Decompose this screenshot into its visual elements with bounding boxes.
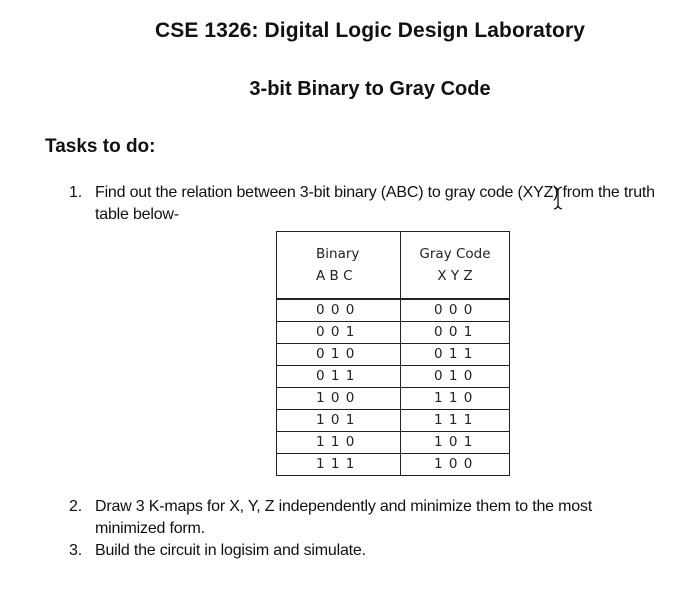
table-row: [277, 454, 510, 476]
gray-header-bits: X Y Z: [437, 268, 473, 284]
lab-title: 3-bit Binary to Gray Code: [249, 78, 491, 100]
gray-cell: 0 0 1: [401, 322, 510, 344]
text-cursor-icon: [553, 186, 563, 210]
binary-cell: 0 1 0: [277, 344, 401, 366]
table-row: [277, 432, 510, 454]
task-number: 3.: [69, 542, 82, 559]
gray-cell: 1 0 1: [401, 432, 510, 454]
course-title: CSE 1326: Digital Logic Design Laboratory: [154, 19, 586, 42]
gray-cell: 0 1 0: [401, 366, 510, 388]
truth-table: [276, 231, 510, 476]
task-number: 2.: [69, 498, 82, 515]
task-item-3: [69, 540, 679, 562]
task-text: Draw 3 K-maps for X, Y, Z independently and minimize them to the most minimized form.: [95, 498, 592, 537]
table-row: [277, 299, 510, 322]
task-text: Build the circuit in logisim and simulate.: [95, 542, 366, 559]
table-row: [277, 344, 510, 366]
table-row: [277, 388, 510, 410]
binary-header-label: Binary: [316, 246, 360, 262]
gray-cell: 1 1 0: [401, 388, 510, 410]
table-row: [277, 366, 510, 388]
gray-cell: 0 1 1: [401, 344, 510, 366]
tasks-heading: Tasks to do:: [45, 136, 156, 157]
gray-cell: 1 1 1: [401, 410, 510, 432]
binary-cell: 0 0 1: [277, 322, 401, 344]
truth-table-header-row: [277, 232, 510, 300]
gray-cell: 1 0 0: [401, 454, 510, 476]
binary-cell: 0 0 0: [277, 299, 401, 322]
binary-cell: 0 1 1: [277, 366, 401, 388]
gray-column-header: [401, 232, 510, 300]
binary-cell: 1 0 1: [277, 410, 401, 432]
task-number: 1.: [69, 184, 82, 201]
binary-column-header: [277, 232, 401, 300]
gray-cell: 0 0 0: [401, 299, 510, 322]
binary-cell: 1 0 0: [277, 388, 401, 410]
task-item-2: [69, 496, 679, 540]
gray-header-label: Gray Code: [419, 246, 491, 262]
task-item-1: [69, 182, 679, 226]
binary-cell: 1 1 1: [277, 454, 401, 476]
table-row: [277, 322, 510, 344]
task-text: Find out the relation between 3-bit binary (ABC) to gray code (XYZ) from the truth table below-: [95, 184, 655, 223]
binary-header-bits: A B C: [316, 268, 353, 284]
table-row: [277, 410, 510, 432]
binary-cell: 1 1 0: [277, 432, 401, 454]
